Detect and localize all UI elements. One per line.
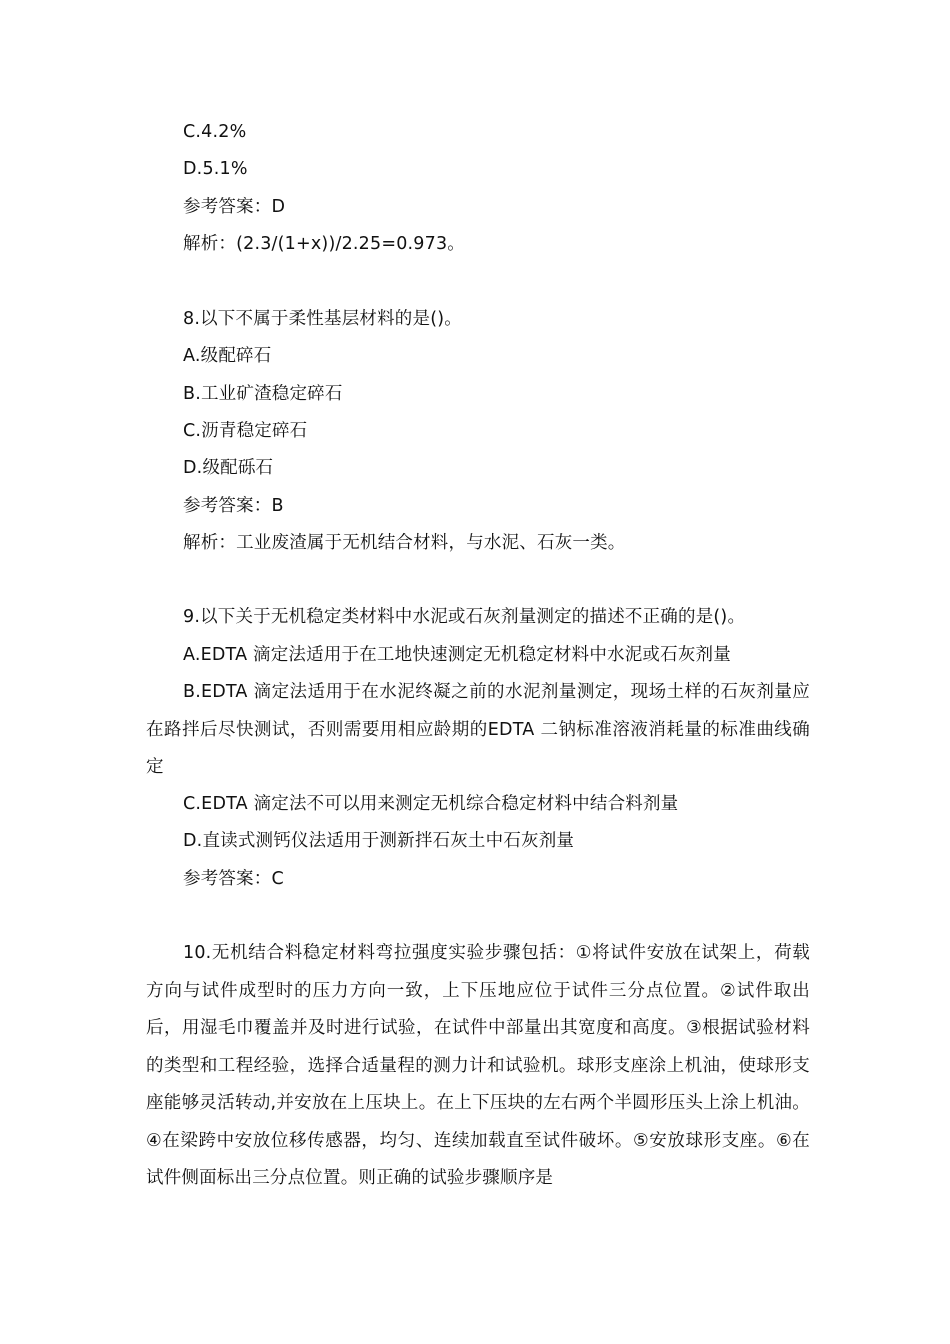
q9-question: 9.以下关于无机稳定类材料中水泥或石灰剂量测定的描述不正确的是()。 bbox=[183, 607, 746, 627]
q8-option-d: D.级配砾石 bbox=[183, 458, 274, 478]
q8-answer: 参考答案：B bbox=[183, 496, 284, 516]
q9-answer: 参考答案：C bbox=[183, 869, 284, 889]
q9-option-b: B.EDTA 滴定法适用于在水泥终凝之前的水泥剂量测定，现场土样的石灰剂量应在路拌后尽快测试，否则需要用相应龄期的EDTA 二钠标准溶液消耗量的标准曲线确定 bbox=[146, 682, 810, 777]
q8-analysis: 解析：工业废渣属于无机结合材料，与水泥、石灰一类。 bbox=[183, 533, 626, 553]
q7-answer: 参考答案：D bbox=[183, 197, 286, 217]
q8-option-b: B.工业矿渣稳定碎石 bbox=[183, 384, 343, 404]
q7-option-d: D.5.1% bbox=[183, 159, 248, 179]
q7-analysis: 解析：(2.3/(1+x))/2.25=0.973。 bbox=[183, 234, 466, 254]
q8-question: 8.以下不属于柔性基层材料的是()。 bbox=[183, 309, 462, 329]
q9-option-a: A.EDTA 滴定法适用于在工地快速测定无机稳定材料中水泥或石灰剂量 bbox=[183, 645, 731, 665]
q8-option-a: A.级配碎石 bbox=[183, 346, 272, 366]
q10-question: 10.无机结合料稳定材料弯拉强度实验步骤包括：①将试件安放在试架上，荷载方向与试件成型时的压力方向一致，上下压地应位于试件三分点位置。②试件取出后，用湿毛巾覆盖并及时进行试验，在试件中部量出其宽度和高度。③根据试验材料的类型和工程经验，选择合适量程的测力计和试验机。球形支座涂上机油，使球形支座能够灵活转动,并安放在上压块上。在上下压块的左右两个半圆形压头上涂上机油。④在梁跨中安放位移传感器，均匀、连续加载直至试件破坏。⑤安放球形支座。⑥在试件侧面标出三分点位置。则正确的试验步骤顺序是 bbox=[146, 943, 810, 1188]
q8-option-c: C.沥青稳定碎石 bbox=[183, 421, 308, 441]
q7-option-c: C.4.2% bbox=[183, 122, 247, 142]
q9-option-d: D.直读式测钙仪法适用于测新拌石灰土中石灰剂量 bbox=[183, 831, 575, 851]
q9-option-c: C.EDTA 滴定法不可以用来测定无机综合稳定材料中结合料剂量 bbox=[183, 794, 679, 814]
